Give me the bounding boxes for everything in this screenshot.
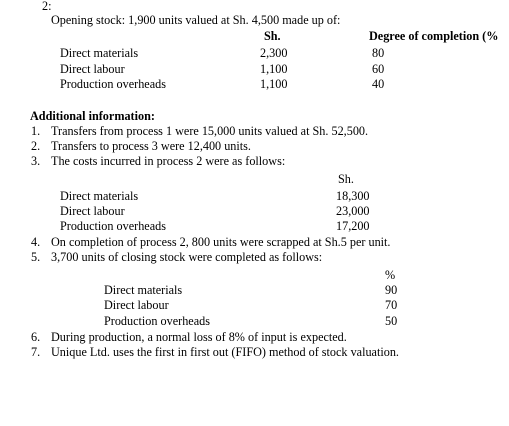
item-number: 2. — [31, 139, 41, 153]
costs-row-sh: 18,300 — [336, 189, 370, 203]
opening-row-label: Production overheads — [60, 77, 166, 91]
opening-col-degree: Degree of completion (% — [369, 29, 499, 43]
closing-col-pct: % — [385, 268, 396, 282]
costs-row-label: Production overheads — [60, 219, 166, 233]
closing-row-pct: 70 — [385, 298, 398, 312]
opening-row-sh: 1,100 — [260, 77, 288, 91]
question-number: 2: — [42, 0, 52, 13]
opening-col-sh: Sh. — [264, 29, 281, 43]
opening-row-pct: 60 — [372, 62, 385, 76]
closing-row-pct: 50 — [385, 314, 398, 328]
item-text: Transfers from process 1 were 15,000 units valued at Sh. 52,500. — [51, 124, 369, 138]
closing-row-label: Direct materials — [104, 283, 183, 297]
closing-row-pct: 90 — [385, 283, 398, 297]
item-number: 5. — [31, 250, 41, 264]
opening-row-pct: 80 — [372, 46, 385, 60]
item-number: 3. — [31, 154, 41, 168]
item-number: 1. — [31, 124, 41, 138]
item-text: Transfers to process 3 were 12,400 units. — [51, 139, 251, 153]
item-text: On completion of process 2, 800 units were scrapped at Sh.5 per unit. — [51, 235, 391, 249]
closing-row-label: Production overheads — [104, 314, 210, 328]
costs-row-sh: 23,000 — [336, 204, 370, 218]
opening-row-label: Direct labour — [60, 62, 125, 76]
item-number: 7. — [31, 345, 41, 359]
opening-row-label: Direct materials — [60, 46, 139, 60]
item-text: Unique Ltd. uses the first in first out (FIFO) method of stock valuation. — [51, 345, 399, 359]
item-number: 4. — [31, 235, 41, 249]
opening-row-sh: 2,300 — [260, 46, 288, 60]
opening-stock-line: Opening stock: 1,900 units valued at Sh. 4,500 made up of: — [51, 13, 341, 27]
costs-row-label: Direct materials — [60, 189, 139, 203]
item-number: 6. — [31, 330, 41, 344]
costs-col-sh: Sh. — [338, 172, 354, 186]
additional-heading: Additional information: — [30, 109, 155, 123]
closing-row-label: Direct labour — [104, 298, 169, 312]
item-text: During production, a normal loss of 8% of input is expected. — [51, 330, 347, 344]
opening-row-pct: 40 — [372, 77, 385, 91]
item-text: The costs incurred in process 2 were as follows: — [51, 154, 286, 168]
costs-row-sh: 17,200 — [336, 219, 370, 233]
costs-row-label: Direct labour — [60, 204, 125, 218]
opening-row-sh: 1,100 — [260, 62, 288, 76]
item-text: 3,700 units of closing stock were completed as follows: — [51, 250, 323, 264]
